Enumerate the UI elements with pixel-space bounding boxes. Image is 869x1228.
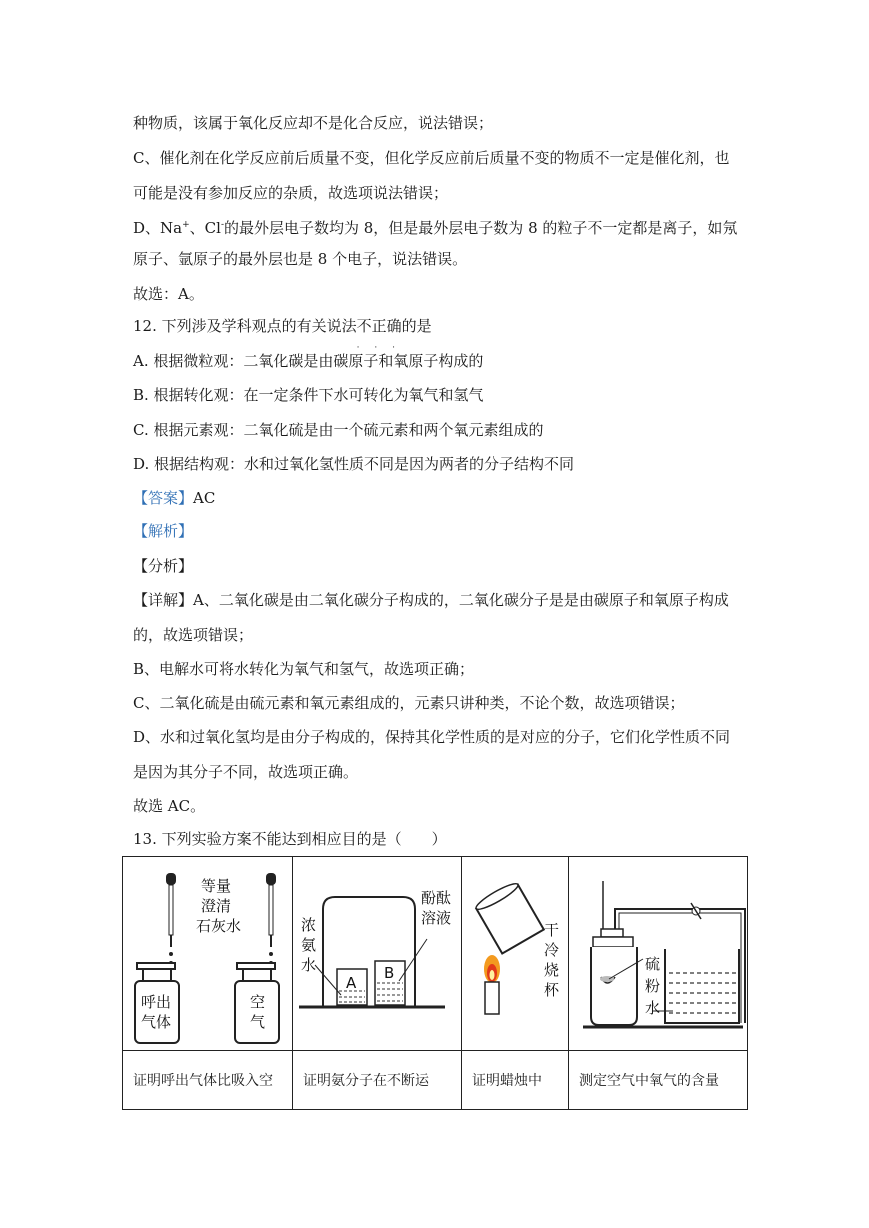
emphasis-text <box>356 317 402 353</box>
detail-line: 的，故选项错误； <box>133 626 254 644</box>
water-lines <box>669 973 737 1013</box>
analysis-tag: 【解析】 <box>133 522 194 540</box>
fig2-right-line2: 溶液 <box>421 909 452 927</box>
flame <box>484 955 500 983</box>
text-line: 原子、氩原子的最外层也是 8 个电子，说法错误。 <box>133 250 468 268</box>
dropper-left <box>166 873 176 965</box>
detail-line: B、电解水可将水转化为氧气和氢气，故选项正确； <box>133 660 475 678</box>
oxygen-content-diagram <box>569 857 747 1050</box>
caption-3: 证明蜡烛中 <box>462 1051 569 1110</box>
beaker-a-label: A <box>346 974 357 992</box>
text-line: 可能是没有参加反应的杂质，故选项说法错误； <box>133 184 449 202</box>
option-b: B. 根据转化观：在一定条件下水可转化为氧气和氢气 <box>133 386 484 404</box>
fig2-left-line3: 水 <box>301 956 317 974</box>
fig3-right-line4: 杯 <box>544 981 560 999</box>
text-line: C、催化剂在化学反应前后质量不变，但化学反应前后质量不变的物质不一定是催化剂，也 <box>133 149 730 167</box>
fig3-right-line2: 冷 <box>544 941 560 959</box>
fig2-left-line2: 氨 <box>301 936 317 954</box>
candle-diagram <box>462 857 568 1050</box>
figure-oxygen-content <box>569 857 748 1051</box>
text-line-ions <box>133 215 737 238</box>
fenxi-tag: 【分析】 <box>133 557 194 575</box>
ammonia-diffusion-diagram <box>293 857 461 1050</box>
fig1-left-line1: 呼出 <box>141 993 172 1011</box>
emphasis-word: 不正确 <box>356 317 402 335</box>
detail-line: C、二氧化硫是由硫元素和氧元素组成的，元素只讲种类，不论个数，故选项错误； <box>133 694 685 712</box>
inverted-beaker <box>474 880 544 953</box>
superscript: - <box>220 220 224 230</box>
fig2-left-line1: 浓 <box>301 916 317 934</box>
fig3-right-line3: 烧 <box>544 961 560 979</box>
figure-breath-vs-air <box>123 857 293 1051</box>
breath-vs-air-diagram <box>123 857 292 1050</box>
superscript: + <box>182 220 190 230</box>
pointer-right <box>399 939 427 981</box>
text-segment: D、Na <box>133 219 183 237</box>
clamp-icon <box>691 903 701 919</box>
detail-line: 是因为其分子不同，故选项正确。 <box>133 763 359 781</box>
option-a: A. 根据微粒观：二氧化碳是由碳原子和氧原子构成的 <box>133 352 484 370</box>
detail-line: D、水和过氧化氢均是由分子构成的，保持其化学性质的是对应的分子，它们化学性质不同 <box>133 728 731 746</box>
water-beaker <box>665 949 739 1023</box>
text-segment: 的最外层电子数均为 8，但是最外层电子数为 8 的粒子不一定都是离子，如氖 <box>223 219 738 237</box>
fig1-top-line3: 石灰水 <box>196 917 242 935</box>
text-segment: 、Cl <box>189 219 221 237</box>
figure-candle <box>462 857 569 1051</box>
option-c: C. 根据元素观：二氧化硫是由一个硫元素和两个氧元素组成的 <box>133 421 544 439</box>
dropper-right <box>266 873 276 965</box>
option-d: D. 根据结构观：水和过氧化氢性质不同是因为两者的分子结构不同 <box>133 455 575 473</box>
stem-text: 12. 下列涉及学科观点的有关说法 <box>133 317 357 335</box>
stem-text: 的是 <box>401 317 432 335</box>
figure-ammonia-diffusion <box>293 857 462 1051</box>
answer-line <box>133 488 215 508</box>
detail-line: 【详解】A、二氧化碳是由二氧化碳分子构成的，二氧化碳分子是是由碳原子和氧原子构成 <box>133 591 729 609</box>
caption-2: 证明氨分子在不断运 <box>293 1051 462 1110</box>
emphasis-dots: · · · <box>356 343 401 353</box>
answer-value: AC <box>193 489 216 507</box>
fig3-right-line1: 干 <box>544 921 560 939</box>
fig4-right-line1: 硫 <box>645 955 661 973</box>
question-13-stem: 13. 下列实验方案不能达到相应目的是（ ） <box>133 830 447 848</box>
fig4-right-line2: 粉 <box>645 977 661 995</box>
final-answer: 故选 AC。 <box>133 797 206 815</box>
fig1-top-line1: 等量 <box>201 877 232 895</box>
fig1-right-line1: 空 <box>250 993 266 1011</box>
fig4-right-line3: 水 <box>645 999 661 1017</box>
candle <box>485 982 499 1014</box>
fig1-top-line2: 澄清 <box>201 897 232 915</box>
text-line: 故选：A。 <box>133 285 204 303</box>
caption-1: 证明呼出气体比吸入空 <box>123 1051 293 1110</box>
fig1-left-line2: 气体 <box>141 1013 172 1031</box>
text-line: 种物质，该属于氧化反应却不是化合反应，说法错误； <box>133 114 494 132</box>
caption-4: 测定空气中氧气的含量 <box>569 1051 748 1110</box>
experiment-table <box>122 856 748 1110</box>
beaker-b-label: B <box>384 964 395 982</box>
question-12-stem <box>133 316 432 353</box>
answer-tag: 【答案】 <box>133 489 194 507</box>
fig1-right-line2: 气 <box>250 1013 266 1031</box>
fig2-right-line1: 酚酞 <box>421 889 452 907</box>
